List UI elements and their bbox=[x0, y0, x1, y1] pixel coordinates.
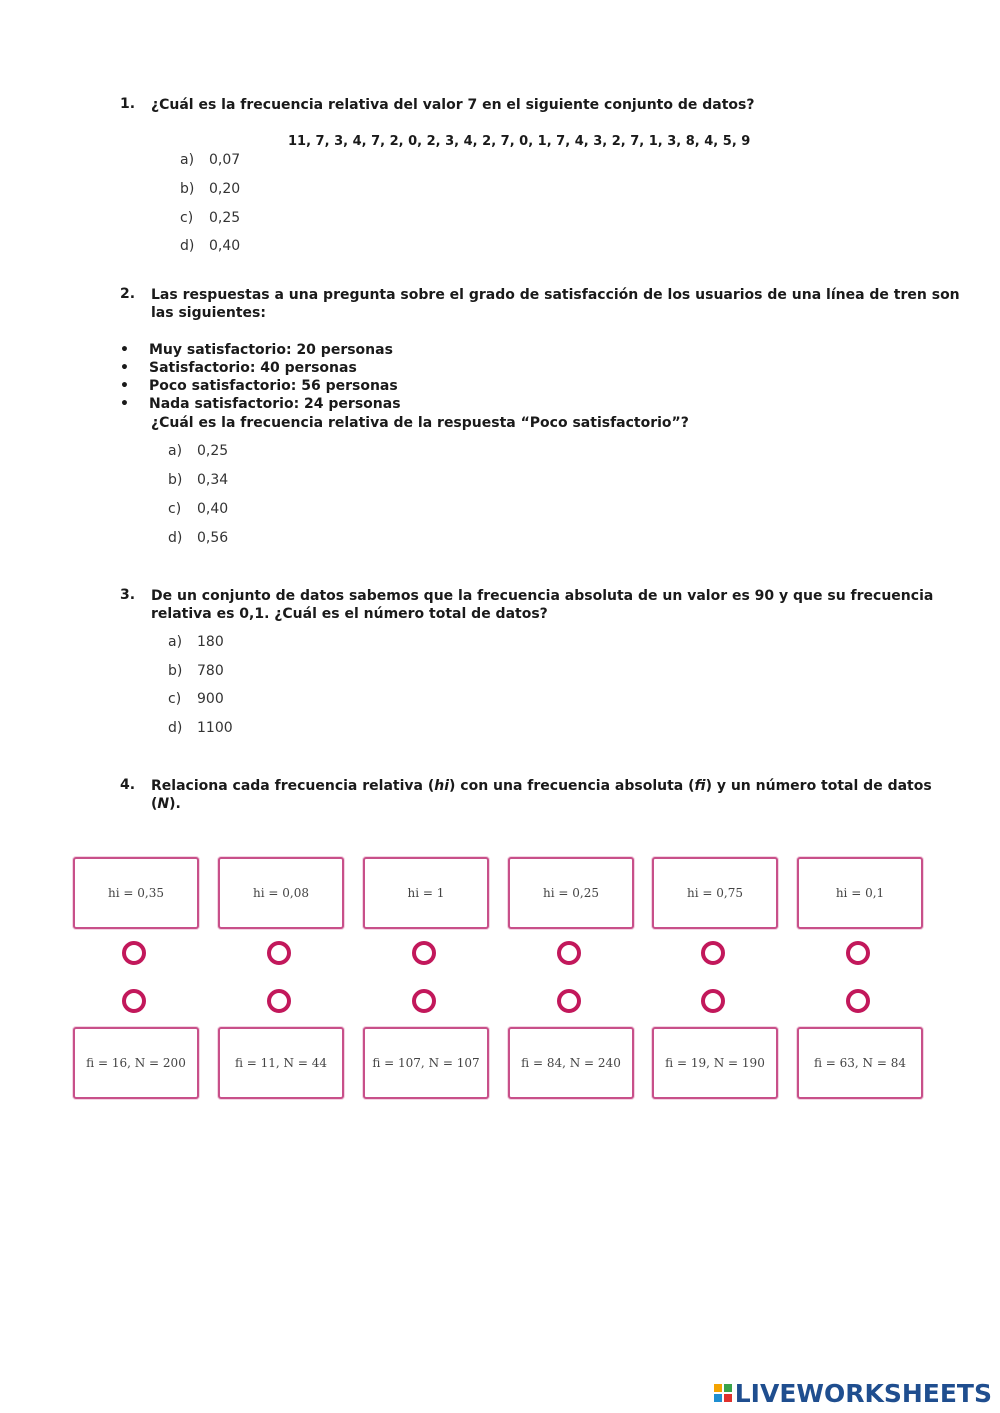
question-1-text: ¿Cuál es la frecuencia relativa del valor 7 en el siguiente conjunto de datos? bbox=[151, 97, 755, 113]
q1-option-a[interactable] bbox=[180, 152, 240, 168]
match-connector-bottom[interactable] bbox=[557, 989, 581, 1013]
option-label: a) bbox=[180, 152, 195, 168]
option-value: 1100 bbox=[197, 720, 233, 736]
q3-option-c[interactable] bbox=[168, 691, 224, 707]
list-item bbox=[120, 341, 401, 359]
option-value: 900 bbox=[197, 691, 224, 707]
option-value: 0,40 bbox=[197, 501, 229, 517]
bullet-text: Satisfactorio: 40 personas bbox=[149, 360, 357, 376]
match-connector-top[interactable] bbox=[557, 941, 581, 965]
bullet-text: Poco satisfactorio: 56 personas bbox=[149, 378, 398, 394]
fi-card: fi = 19, N = 190 bbox=[652, 1027, 778, 1099]
bullet-icon: • bbox=[120, 342, 129, 358]
option-label: c) bbox=[168, 691, 182, 707]
option-label: a) bbox=[168, 443, 183, 459]
q3-option-d[interactable] bbox=[168, 720, 233, 736]
q3-option-a[interactable] bbox=[168, 634, 224, 650]
q2-option-c[interactable] bbox=[168, 501, 228, 517]
hi-card: hi = 1 bbox=[363, 857, 489, 929]
match-connector-top[interactable] bbox=[846, 941, 870, 965]
match-connector-top[interactable] bbox=[267, 941, 291, 965]
option-value: 0,25 bbox=[197, 443, 229, 459]
match-connector-top[interactable] bbox=[701, 941, 725, 965]
option-value: 780 bbox=[197, 663, 224, 679]
bullet-text: Muy satisfactorio: 20 personas bbox=[149, 342, 393, 358]
match-connector-bottom[interactable] bbox=[412, 989, 436, 1013]
option-value: 0,34 bbox=[197, 472, 229, 488]
option-value: 180 bbox=[197, 634, 224, 650]
q1-option-d[interactable] bbox=[180, 238, 240, 254]
q3-option-b[interactable] bbox=[168, 663, 224, 679]
list-item bbox=[120, 359, 401, 377]
question-2-question: ¿Cuál es la frecuencia relativa de la respuesta “Poco satisfactorio”? bbox=[151, 415, 689, 431]
fi-card: fi = 16, N = 200 bbox=[73, 1027, 199, 1099]
option-label: d) bbox=[168, 720, 183, 736]
bullet-icon: • bbox=[120, 360, 129, 376]
bullet-icon: • bbox=[120, 378, 129, 394]
option-label: b) bbox=[180, 181, 195, 197]
option-label: b) bbox=[168, 472, 183, 488]
list-item bbox=[120, 377, 401, 395]
bullet-icon: • bbox=[120, 396, 129, 412]
match-connector-bottom[interactable] bbox=[701, 989, 725, 1013]
match-connector-bottom[interactable] bbox=[267, 989, 291, 1013]
hi-card: hi = 0,35 bbox=[73, 857, 199, 929]
q1-option-c[interactable] bbox=[180, 210, 240, 226]
question-2-text-line2: las siguientes: bbox=[151, 305, 266, 321]
option-label: c) bbox=[168, 501, 182, 517]
question-1-number: 1. bbox=[120, 96, 136, 112]
option-value: 0,25 bbox=[209, 210, 241, 226]
q1-option-b[interactable] bbox=[180, 181, 240, 197]
liveworksheets-logo bbox=[714, 1379, 992, 1407]
question-4-text-line2: (N). bbox=[151, 796, 181, 812]
option-value: 0,20 bbox=[209, 181, 241, 197]
question-3-number: 3. bbox=[120, 587, 136, 603]
bullet-text: Nada satisfactorio: 24 personas bbox=[149, 396, 401, 412]
question-2-text-line1: Las respuestas a una pregunta sobre el grado de satisfacción de los usuarios de una línea de tren son bbox=[151, 287, 960, 303]
option-value: 0,07 bbox=[209, 152, 241, 168]
hi-card: hi = 0,1 bbox=[797, 857, 923, 929]
question-4-text-line1: Relaciona cada frecuencia relativa (hi) con una frecuencia absoluta (fi) y un número total de datos bbox=[151, 778, 932, 794]
hi-card: hi = 0,25 bbox=[508, 857, 634, 929]
logo-text: LIVEWORKSHEETS bbox=[734, 1378, 992, 1408]
option-value: 0,40 bbox=[209, 238, 241, 254]
question-3-text-line1: De un conjunto de datos sabemos que la frecuencia absoluta de un valor es 90 y que su frecuencia bbox=[151, 588, 934, 604]
match-connector-top[interactable] bbox=[122, 941, 146, 965]
q2-option-b[interactable] bbox=[168, 472, 228, 488]
match-connector-top[interactable] bbox=[412, 941, 436, 965]
option-label: b) bbox=[168, 663, 183, 679]
fi-card: fi = 107, N = 107 bbox=[363, 1027, 489, 1099]
question-1-dataset: 11, 7, 3, 4, 7, 2, 0, 2, 3, 4, 2, 7, 0, 1, 7, 4, 3, 2, 7, 1, 3, 8, 4, 5, 9 bbox=[288, 134, 751, 149]
q2-option-a[interactable] bbox=[168, 443, 228, 459]
match-connector-bottom[interactable] bbox=[122, 989, 146, 1013]
question-2-number: 2. bbox=[120, 286, 136, 302]
question-3-text-line2: relativa es 0,1. ¿Cuál es el número total de datos? bbox=[151, 606, 548, 622]
hi-card: hi = 0,08 bbox=[218, 857, 344, 929]
fi-card: fi = 84, N = 240 bbox=[508, 1027, 634, 1099]
q2-option-d[interactable] bbox=[168, 530, 228, 546]
option-label: d) bbox=[180, 238, 195, 254]
fi-card: fi = 63, N = 84 bbox=[797, 1027, 923, 1099]
logo-mark-icon bbox=[714, 1384, 732, 1402]
list-item bbox=[120, 395, 401, 413]
option-value: 0,56 bbox=[197, 530, 229, 546]
option-label: a) bbox=[168, 634, 183, 650]
fi-card: fi = 11, N = 44 bbox=[218, 1027, 344, 1099]
hi-card: hi = 0,75 bbox=[652, 857, 778, 929]
q2-bullet-list bbox=[120, 341, 401, 413]
question-4-number: 4. bbox=[120, 777, 136, 793]
option-label: d) bbox=[168, 530, 183, 546]
match-connector-bottom[interactable] bbox=[846, 989, 870, 1013]
option-label: c) bbox=[180, 210, 194, 226]
